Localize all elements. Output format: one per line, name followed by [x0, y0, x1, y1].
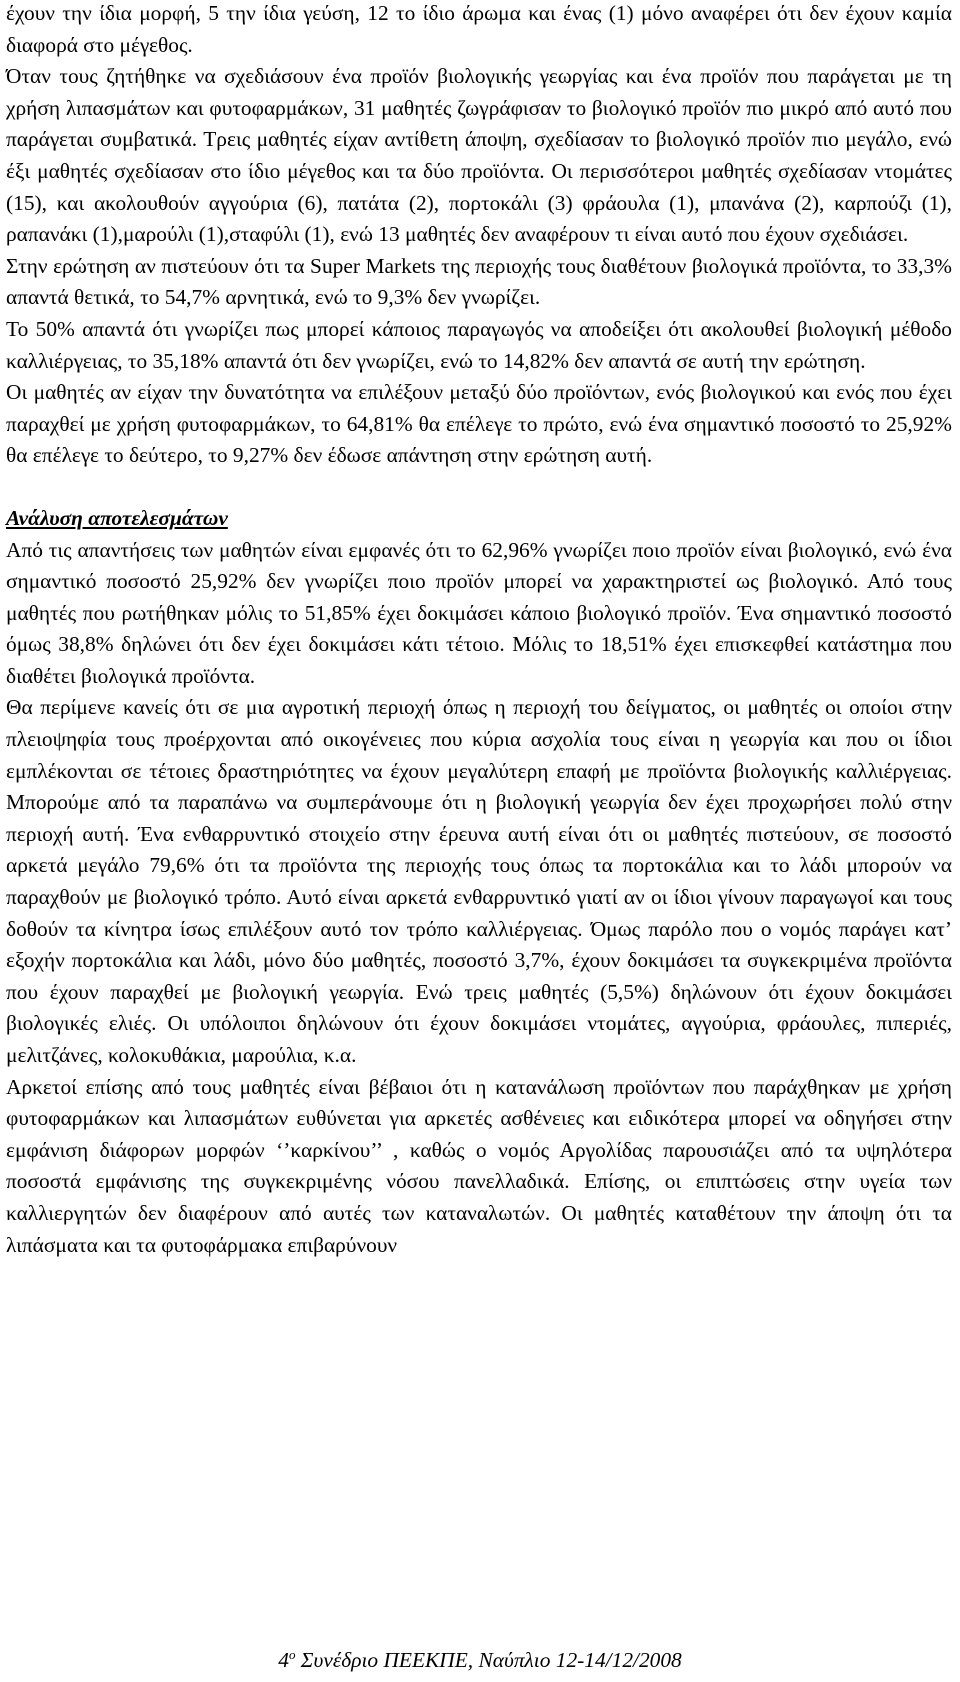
section-heading: Ανάλυση αποτελεσμάτων [6, 505, 228, 530]
paragraph: Αρκετοί επίσης από τους μαθητές είναι βέβαιοι ότι η κατανάλωση προϊόντων που παράχθηκαν με χρήση φυτοφαρμάκων και λιπασμάτων ευθύνεται για αρκετές ασθένειες και ειδικότερα μπορεί να οδηγήσει στην εμφάνιση διάφορων μορφών ‘’καρκίνου’’ , καθώς ο νομός Αργολίδας παρουσιάζει από τα υψηλότερα ποσοστά εμφάνισης της συγκεκριμένης νόσου πανελλαδικά. Επίσης, οι επιπτώσεις στην υγεία των καλλιεργητών δεν διαφέρουν από αυτές των καταναλωτών. Οι μαθητές καταθέτουν την άποψη ότι τα λιπάσματα και τα φυτοφάρμακα επιβαρύνουν [6, 1074, 952, 1257]
document-page [6, 0, 952, 1261]
page-footer [0, 1640, 960, 1675]
paragraph: έχουν την ίδια μορφή, 5 την ίδια γεύση, 12 το ίδιο άρωμα και ένας (1) μόνο αναφέρει ότι δεν έχουν καμία διαφορά στο μέγεθος. [6, 1, 952, 57]
footer-ordinal: ο [288, 1647, 296, 1662]
paragraph: Οι μαθητές αν είχαν την δυνατότητα να επιλέξουν μεταξύ δύο προϊόντων, ενός βιολογικού και ενός που έχει παραχθεί με χρήση φυτοφαρμάκων, το 64,81% θα επέλεγε το πρώτο, ενώ ένα σημαντικό ποσοστό το 25,92% θα επέλεγε το δεύτερο, το 9,27% δεν έδωσε απάντηση στην ερώτηση αυτή. [6, 380, 952, 468]
paragraph: Από τις απαντήσεις των μαθητών είναι εμφανές ότι το 62,96% γνωρίζει ποιο προϊόν είναι βιολογικό, ενώ ένα σημαντικό ποσοστό 25,92% δεν γνωρίζει ποιο προϊόν μπορεί να χαρακτηριστεί ως βιολογικό. Από τους μαθητές που ρωτήθηκαν μόλις το 51,85% έχει δοκιμάσει κάποιο βιολογικό προϊόν. Ένα σημαντικό ποσοστό όμως 38,8% δηλώνει ότι δεν έχει δοκιμάσει κάτι τέτοιο. Μόλις το 18,51% έχει επισκεφθεί κατάστημα που διαθέτει βιολογικά προϊόντα. [6, 537, 952, 688]
footer-text: Συνέδριο ΠΕΕΚΠΕ, Ναύπλιο 12-14/12/2008 [300, 1648, 682, 1673]
footer-number: 4 [278, 1648, 289, 1673]
paragraph: Στην ερώτηση αν πιστεύουν ότι τα Super Markets της περιοχής τους διαθέτουν βιολογικά προϊόντα, το 33,3% απαντά θετικά, το 54,7% αρνητικά, ενώ το 9,3% δεν γνωρίζει. [6, 253, 952, 310]
paragraph: Όταν τους ζητήθηκε να σχεδιάσουν ένα προϊόν βιολογικής γεωργίας και ένα προϊόν που παράγεται με τη χρήση λιπασμάτων και φυτοφαρμάκων, 31 μαθητές ζωγράφισαν το βιολογικό προϊόν πιο μικρό από αυτό που παράγεται συμβατικά. Τρεις μαθητές είχαν αντίθετη άποψη, σχεδίασαν το βιολογικό προϊόν πιο μεγάλο, ενώ έξι μαθητές σχεδίασαν στο ίδιο μέγεθος και τα δύο προϊόντα. Οι περισσότεροι μαθητές σχεδίασαν ντομάτες (15), και ακολουθούν αγγούρια (6), πατάτα (2), πορτοκάλι (3) φράουλα (1), μπανάνα (2), καρπούζι (1), ραπανάκι (1),μαρούλι (1),σταφύλι (1), ενώ 13 μαθητές δεν αναφέρουν τι είναι αυτό που έχουν σχεδιάσει. [6, 64, 952, 247]
paragraph: Θα περίμενε κανείς ότι σε μια αγροτική περιοχή όπως η περιοχή του δείγματος, οι μαθητές οι οποίοι στην πλειοψηφία τους προέρχονται από οικογένειες που κύρια ασχολία τους είναι η γεωργία και που οι ίδιοι εμπλέκονται σε τέτοιες δραστηριότητες να έχουν μεγαλύτερη επαφή με προϊόντα βιολογικής καλλιέργειας. Μπορούμε από τα παραπάνω να συμπεράνουμε ότι η βιολογική γεωργία δεν έχει προχωρήσει πολύ στην περιοχή αυτή. Ένα ενθαρρυντικό στοιχείο στην έρευνα αυτή είναι ότι οι μαθητές πιστεύουν, σε ποσοστό αρκετά μεγάλο 79,6% ότι τα προϊόντα της περιοχής τους όπως τα πορτοκάλια και το λάδι μπορούν να παραχθούν με βιολογικό τρόπο. Αυτό είναι αρκετά ενθαρρυντικό γιατί αν οι ίδιοι γίνουν παραγωγοί και τους δοθούν τα κίνητρα ίσως επιλέξουν αυτό τον τρόπο καλλιέργειας. Όμως παρόλο που ο νομός παράγει κατ’ εξοχήν πορτοκάλια και λάδι, μόνο δύο μαθητές, ποσοστό 3,7%, έχουν δοκιμάσει τα συγκεκριμένα προϊόντα που έχουν παραχθεί με βιολογική γεωργία. Ενώ τρεις μαθητές (5,5%) δηλώνουν ότι έχουν δοκιμάσει βιολογικές ελιές. Οι υπόλοιποι δηλώνουν ότι έχουν δοκιμάσει ντομάτες, αγγούρια, φράουλες, πιπεριές, μελιτζάνες, κολοκυθάκια, μαρούλια, κ.α. [6, 695, 952, 1067]
paragraph: Το 50% απαντά ότι γνωρίζει πως μπορεί κάποιος παραγωγός να αποδείξει ότι ακολουθεί βιολογική μέθοδο καλλιέργειας, το 35,18% απαντά ότι δεν γνωρίζει, ενώ το 14,82% δεν απαντά σε αυτή την ερώτηση. [6, 316, 952, 373]
